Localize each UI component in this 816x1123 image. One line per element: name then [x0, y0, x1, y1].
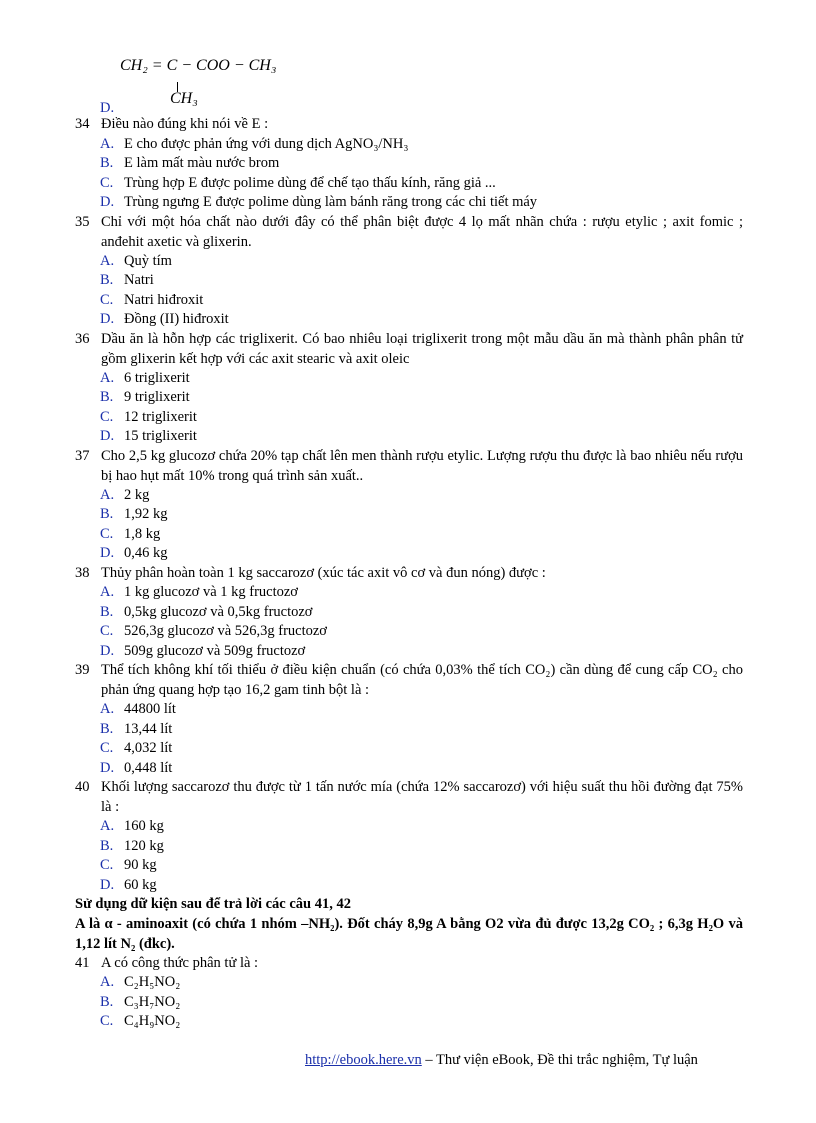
option-text: C₄H₉NO₂	[124, 1013, 181, 1029]
option-letter: B.	[100, 272, 114, 288]
option-c[interactable]	[100, 174, 496, 194]
question-text: Chỉ với một hóa chất nào dưới đây có thể phân biệt được 4 lọ mất nhãn chứa : rượu etylic ; axit fomic ; anđehit axetic và glixerin.	[101, 214, 743, 250]
option-b[interactable]	[100, 837, 164, 857]
question-38	[75, 564, 743, 584]
option-letter: B.	[100, 838, 114, 854]
question-text: Thủy phân hoàn toàn 1 kg saccarozơ (xúc tác axit vô cơ và đun nóng) được :	[101, 565, 546, 581]
footer-link[interactable]: http://ebook.here.vn	[305, 1052, 422, 1068]
option-letter: D.	[100, 877, 115, 893]
option-letter: A.	[100, 136, 115, 152]
question-text: Thể tích không khí tối thiểu ở điều kiện chuẩn (có chứa 0,03% thể tích CO₂) cần dùng để cung cấp CO₂ cho phản ứng quang hợp tạo 16,2 gam tinh bột là :	[101, 662, 743, 698]
question-text: Khối lượng saccarozơ thu được từ 1 tấn nước mía (chứa 12% saccarozơ) với hiệu suất thu hồi đường đạt 75% là :	[101, 779, 743, 815]
option-letter: B.	[100, 506, 114, 522]
option-letter: C.	[100, 740, 114, 756]
question-number: 34	[75, 116, 90, 132]
option-text: E cho được phản ứng với dung dịch AgNO₃/NH₃	[124, 136, 409, 152]
option-letter: D.	[100, 760, 115, 776]
question-37	[75, 447, 743, 486]
option-d[interactable]	[100, 310, 229, 330]
option-letter: A.	[100, 487, 115, 503]
option-letter: C.	[100, 292, 114, 308]
option-b[interactable]	[100, 603, 312, 623]
option-c[interactable]	[100, 739, 172, 759]
option-text: 44800 lít	[124, 701, 176, 717]
option-letter: C.	[100, 175, 114, 191]
option-letter: C.	[100, 623, 114, 639]
option-a[interactable]	[100, 583, 298, 603]
question-34	[75, 115, 743, 135]
option-letter: A.	[100, 701, 115, 717]
option-text: Natri hiđroxit	[124, 292, 204, 308]
option-d[interactable]	[100, 427, 197, 447]
option-letter: C.	[100, 1013, 114, 1029]
option-letter: B.	[100, 994, 114, 1010]
page-footer	[305, 1052, 698, 1069]
option-text: 0,46 kg	[124, 545, 168, 561]
question-number: 35	[75, 214, 90, 230]
option-letter: B.	[100, 155, 114, 171]
option-text: Natri	[124, 272, 154, 288]
question-number: 40	[75, 779, 90, 795]
option-a[interactable]	[100, 252, 172, 272]
option-c[interactable]	[100, 525, 160, 545]
option-b[interactable]	[100, 993, 180, 1013]
option-text: 2 kg	[124, 487, 150, 503]
option-text: Trùng ngưng E được polime dùng làm bánh răng trong các chi tiết máy	[124, 194, 538, 210]
question-number: 37	[75, 448, 90, 464]
question-text: Điều nào đúng khi nói về E :	[101, 116, 269, 132]
option-a[interactable]	[100, 973, 180, 993]
option-text: 160 kg	[124, 818, 164, 834]
option-text: 509g glucozơ và 509g fructozơ	[124, 643, 306, 659]
option-text: 12 triglixerit	[124, 409, 197, 425]
question-41	[75, 954, 743, 974]
footer-text: – Thư viện eBook, Đề thi trắc nghiệm, Tự luận	[421, 1052, 698, 1068]
option-text: Đồng (II) hiđroxit	[124, 311, 229, 327]
option-letter: D.	[100, 428, 115, 444]
option-b[interactable]	[100, 505, 168, 525]
question-text: Dầu ăn là hỗn hợp các triglixerit. Có bao nhiêu loại triglixerit trong một mẫu dầu ăn mà thành phân phân tử gồm glixerin kết hợp với các axit stearic và axit oleic	[101, 331, 743, 367]
option-letter: D.	[100, 643, 115, 659]
option-text: 4,032 lít	[124, 740, 173, 756]
option-a[interactable]	[100, 817, 164, 837]
option-text: 526,3g glucozơ và 526,3g fructozơ	[124, 623, 327, 639]
question-36	[75, 330, 743, 369]
option-letter: B.	[100, 604, 114, 620]
option-d[interactable]	[100, 642, 305, 662]
option-a[interactable]	[100, 486, 149, 506]
question-number: 38	[75, 565, 90, 581]
question-text: A có công thức phân tử là :	[101, 955, 259, 971]
option-c[interactable]	[100, 622, 327, 642]
option-letter: B.	[100, 721, 114, 737]
option-text: 0,448 lít	[124, 760, 173, 776]
question-40	[75, 778, 743, 817]
option-b[interactable]	[100, 720, 172, 740]
option-letter: A.	[100, 253, 115, 269]
option-c[interactable]	[100, 291, 203, 311]
option-letter: C.	[100, 857, 114, 873]
option-text: 90 kg	[124, 857, 157, 873]
option-letter: D.	[100, 194, 115, 210]
option-text: 9 triglixerit	[124, 389, 190, 405]
question-39	[75, 661, 743, 700]
option-text: Trùng hợp E được polime dùng để chế tạo thấu kính, răng giả ...	[124, 175, 496, 191]
option-letter: A.	[100, 818, 115, 834]
option-letter: A.	[100, 584, 115, 600]
option-text: 1 kg glucozơ và 1 kg fructozơ	[124, 584, 298, 600]
option-c[interactable]	[100, 1012, 180, 1032]
formula-substituent: CH₃	[170, 90, 198, 107]
option-text: C₂H₅NO₂	[124, 974, 181, 990]
option-c[interactable]	[100, 856, 157, 876]
option-letter: B.	[100, 389, 114, 405]
option-text: 13,44 lít	[124, 721, 173, 737]
option-letter: D.	[100, 100, 115, 116]
question-number: 41	[75, 955, 90, 971]
option-text: 60 kg	[124, 877, 157, 893]
option-text: 6 triglixerit	[124, 370, 190, 386]
question-35	[75, 213, 743, 252]
option-letter: A.	[100, 974, 115, 990]
option-a[interactable]	[100, 135, 408, 155]
option-letter: C.	[100, 409, 114, 425]
option-b[interactable]	[100, 388, 190, 408]
option-text: 1,8 kg	[124, 526, 161, 542]
option-text: Quỳ tím	[124, 253, 172, 269]
option-b[interactable]	[100, 154, 279, 174]
option-a[interactable]	[100, 700, 176, 720]
shared-data-heading: Sử dụng dữ kiện sau để trả lời các câu 41, 42	[75, 896, 351, 912]
option-letter: C.	[100, 526, 114, 542]
option-c[interactable]	[100, 408, 197, 428]
option-d[interactable]	[100, 876, 157, 896]
option-d[interactable]	[100, 544, 168, 564]
option-b[interactable]	[100, 271, 154, 291]
option-text: 120 kg	[124, 838, 164, 854]
option-letter: D.	[100, 311, 115, 327]
option-text: 15 triglixerit	[124, 428, 197, 444]
formula-main-chain: CH₂ = C − COO − CH₃	[120, 57, 277, 74]
option-text: 0,5kg glucozơ và 0,5kg fructozơ	[124, 604, 313, 620]
option-a[interactable]	[100, 369, 190, 389]
option-text: C₃H₇NO₂	[124, 994, 181, 1010]
option-letter: A.	[100, 370, 115, 386]
option-text: E làm mất màu nước brom	[124, 155, 280, 171]
question-number: 39	[75, 662, 90, 678]
option-text: 1,92 kg	[124, 506, 168, 522]
structural-formula	[100, 52, 300, 114]
option-d[interactable]	[100, 759, 172, 779]
option-letter: D.	[100, 545, 115, 561]
option-d[interactable]	[100, 193, 537, 213]
shared-data-text: A là α - aminoaxit (có chứa 1 nhóm –NH₂). Đốt cháy 8,9g A bằng O2 vừa đủ được 13,2g CO₂ ; 6,3g H₂O và 1,12 lít N₂ (đkc).	[75, 916, 743, 952]
question-text: Cho 2,5 kg glucozơ chứa 20% tạp chất lên men thành rượu etylic. Lượng rượu thu được là bao nhiêu nếu rượu bị hao hụt mất 10% trong quá trình sản xuất..	[101, 448, 743, 484]
question-number: 36	[75, 331, 90, 347]
